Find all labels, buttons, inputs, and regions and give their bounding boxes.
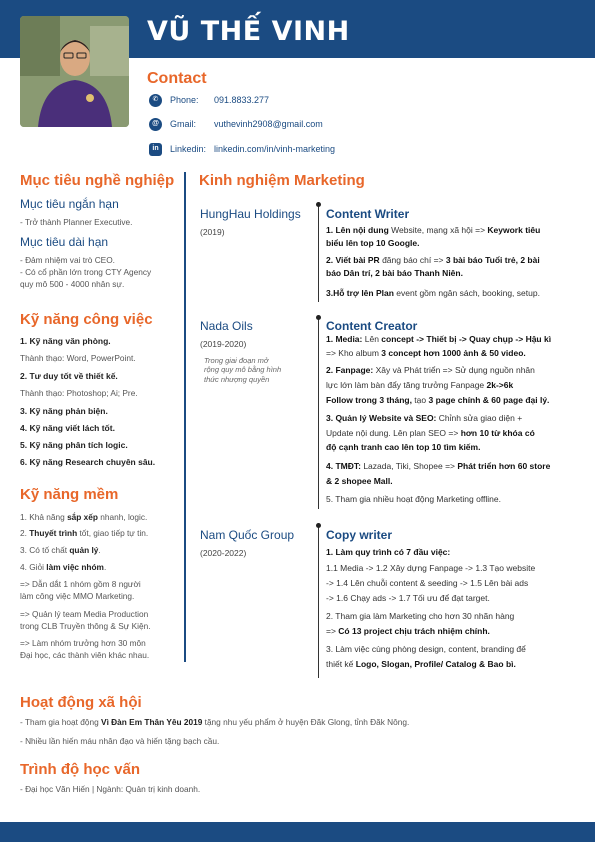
company-period: (2020-2022) bbox=[200, 548, 247, 558]
exp-line: Update nội dung. Lên plan SEO => hơn 10 từ khóa có bbox=[326, 428, 535, 438]
company-note: Trong giai đoạn mở rộng quy mô bằng hình thức nhượng quyền bbox=[204, 356, 282, 384]
work-skill-note: Thành thạo: Word, PowerPoint. bbox=[20, 353, 136, 363]
exp-line: thiết kế Logo, Slogan, Profile/ Catalog & Bao bì. bbox=[326, 659, 516, 669]
experience-heading: Kinh nghiệm Marketing bbox=[199, 172, 365, 189]
work-skill-item: 2. Tư duy tốt về thiết kế. bbox=[20, 371, 118, 381]
column-divider bbox=[184, 172, 186, 662]
exp-line: => Kho album 3 concept hơn 1000 ảnh & 50 video. bbox=[326, 348, 526, 358]
long-goal-item: - Có cổ phần lớn trong CTY Agency bbox=[20, 267, 152, 277]
exp-line: 3.Hỗ trợ lên Plan event gồm ngân sách, booking, setup. bbox=[326, 288, 540, 298]
timeline-dot bbox=[316, 315, 321, 320]
work-skill-item: 3. Kỹ năng phản biện. bbox=[20, 406, 108, 416]
social-heading: Hoạt động xã hội bbox=[20, 694, 142, 711]
exp-line: 1. Media: Lên concept -> Thiết bị -> Quay chụp -> Hậu kì bbox=[326, 334, 552, 344]
work-skill-item: 5. Kỹ năng phân tích logic. bbox=[20, 440, 128, 450]
phone-label: Phone: bbox=[170, 94, 199, 105]
soft-skill-detail: trong CLB Truyền thông & Sự Kiện. bbox=[20, 621, 151, 631]
soft-skill-item: 1. Khả năng sắp xếp nhanh, logic. bbox=[20, 512, 148, 522]
phone-value[interactable]: 091.8833.277 bbox=[214, 94, 270, 105]
exp-line: lực lớn làm bàn đẩy tăng trưởng Fanpage 2k->6k bbox=[326, 380, 514, 390]
soft-skill-detail: làm công việc MMO Marketing. bbox=[20, 591, 135, 601]
soft-skill-item: 2. Thuyết trình tốt, giao tiếp tự tin. bbox=[20, 528, 149, 538]
soft-skill-item: 4. Giỏi làm việc nhóm. bbox=[20, 562, 107, 572]
job-role: Content Creator bbox=[326, 319, 418, 333]
exp-line: 1. Lên nội dung Website, mạng xã hội => Keywork tiêu bbox=[326, 225, 541, 235]
timeline-line bbox=[318, 204, 319, 302]
linkedin-label: Linkedin: bbox=[170, 143, 207, 154]
soft-skill-detail: Đại học, các thành viên khác nhau. bbox=[20, 650, 150, 660]
exp-line: 3. Quản lý Website và SEO: Chỉnh sửa giao diện + bbox=[326, 413, 523, 423]
work-skill-item: 6. Kỹ năng Research chuyên sâu. bbox=[20, 457, 156, 467]
company-name: Nam Quốc Group bbox=[200, 528, 295, 542]
exp-line: báo Dân trí, 2 bài báo Thanh Niên. bbox=[326, 268, 463, 278]
candidate-name: VŨ THẾ VINH bbox=[147, 16, 350, 47]
exp-line: 2. Fanpage: Xây và Phát triển => Sử dụng nguồn nhân bbox=[326, 365, 535, 375]
company-period: (2019-2020) bbox=[200, 339, 247, 349]
exp-line: & 2 shopee Mall. bbox=[326, 476, 393, 486]
soft-skill-detail: => Dẫn dắt 1 nhóm gồm 8 người bbox=[20, 579, 141, 589]
social-item: - Nhiều lần hiến máu nhân đạo và hiến tặng bạch cầu. bbox=[20, 736, 220, 746]
linkedin-value[interactable]: linkedin.com/in/vinh-marketing bbox=[214, 143, 336, 154]
long-goal-item: - Đảm nhiệm vai trò CEO. bbox=[20, 255, 115, 265]
work-skill-item: 1. Kỹ năng văn phòng. bbox=[20, 336, 111, 346]
timeline-line bbox=[318, 317, 319, 509]
exp-line: -> 1.4 Lên chuỗi content & seeding -> 1.5 Lên bài ads bbox=[326, 578, 529, 588]
linkedin-icon: in bbox=[149, 143, 162, 156]
long-goal-item: quy mô 500 - 4000 nhân sự. bbox=[20, 279, 125, 289]
short-goal-item: - Trở thành Planner Executive. bbox=[20, 217, 133, 227]
exp-line: Follow trong 3 tháng, tạo 3 page chính & 60 page đại lý. bbox=[326, 395, 550, 405]
short-goal-heading: Mục tiêu ngắn hạn bbox=[20, 197, 119, 211]
exp-line: -> 1.6 Chạy ads -> 1.7 Tối ưu để đạt target. bbox=[326, 593, 490, 603]
education-item: - Đại học Văn Hiến | Ngành: Quản trị kinh doanh. bbox=[20, 784, 201, 794]
education-heading: Trình độ học vấn bbox=[20, 761, 141, 778]
goals-heading: Mục tiêu nghề nghiệp bbox=[20, 172, 175, 189]
work-skill-item: 4. Kỹ năng viết lách tốt. bbox=[20, 423, 115, 433]
soft-skill-detail: => Quản lý team Media Production bbox=[20, 609, 149, 619]
gmail-label: Gmail: bbox=[170, 118, 197, 129]
footer-bar bbox=[0, 822, 595, 842]
timeline-dot bbox=[316, 202, 321, 207]
company-name: Nada Oils bbox=[200, 319, 253, 333]
contact-gmail-row bbox=[149, 117, 323, 131]
soft-skill-detail: => Làm nhóm trưởng hơn 30 môn bbox=[20, 638, 146, 648]
gmail-value[interactable]: vuthevinh2908@gmail.com bbox=[214, 118, 323, 129]
company-period: (2019) bbox=[200, 227, 225, 237]
exp-line: 4. TMĐT: Lazada, Tiki, Shopee => Phát triển hơn 60 store bbox=[326, 461, 551, 471]
contact-phone-row bbox=[149, 93, 269, 107]
social-item: - Tham gia hoạt động Vì Đàn Em Thân Yêu 2019 tặng nhu yếu phẩm ở huyện Đăk Glong, tỉnh Đăk Nông. bbox=[20, 717, 410, 727]
exp-line: 2. Viết bài PR đăng báo chí => 3 bài báo Tuổi trẻ, 2 bài bbox=[326, 255, 540, 265]
soft-skills-heading: Kỹ năng mềm bbox=[20, 486, 119, 503]
contact-linkedin-row bbox=[149, 142, 335, 156]
job-role: Copy writer bbox=[326, 528, 393, 542]
at-icon: @ bbox=[149, 118, 162, 131]
exp-line: 1.1 Media -> 1.2 Xây dựng Fanpage -> 1.3 Tạo website bbox=[326, 563, 536, 573]
exp-line: 1. Làm quy trình có 7 đầu việc: bbox=[326, 547, 451, 557]
soft-skill-item: 3. Có tố chất quản lý. bbox=[20, 545, 101, 555]
work-skill-note: Thành thạo: Photoshop; Ai; Pre. bbox=[20, 388, 138, 398]
profile-photo bbox=[20, 16, 129, 127]
timeline-dot bbox=[316, 523, 321, 528]
exp-line: 5. Tham gia nhiều hoạt động Marketing offline. bbox=[326, 494, 501, 504]
exp-line: độ cạnh tranh cao lên top 10 tìm kiếm. bbox=[326, 442, 481, 452]
contact-heading: Contact bbox=[147, 70, 207, 87]
long-goal-heading: Mục tiêu dài hạn bbox=[20, 235, 109, 249]
exp-line: biểu lên top 10 Google. bbox=[326, 238, 420, 248]
phone-icon: ✆ bbox=[149, 94, 162, 107]
exp-line: => Có 13 project chịu trách nhiệm chính. bbox=[326, 626, 490, 636]
job-role: Content Writer bbox=[326, 207, 410, 221]
exp-line: 2. Tham gia làm Marketing cho hơn 30 nhãn hàng bbox=[326, 611, 515, 621]
company-name: HungHau Holdings bbox=[200, 207, 301, 221]
work-skills-heading: Kỹ năng công việc bbox=[20, 311, 153, 328]
timeline-line bbox=[318, 525, 319, 678]
exp-line: 3. Làm việc cùng phòng design, content, branding để bbox=[326, 644, 526, 654]
